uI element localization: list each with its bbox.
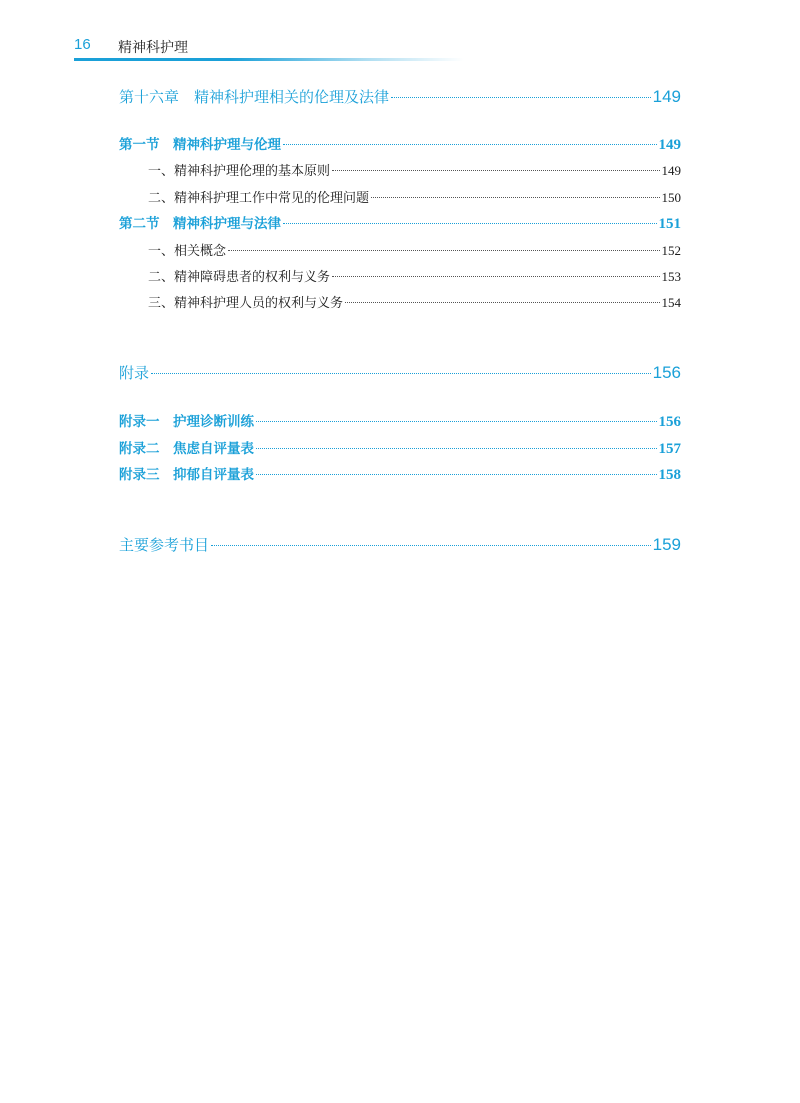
dot-leader <box>256 474 657 475</box>
toc-entry-label: 第一节 精神科护理与伦理 <box>119 137 281 153</box>
toc-appendix-2[interactable] <box>119 437 681 458</box>
toc-chapter-appendix[interactable] <box>119 362 681 383</box>
toc-entry-page: 152 <box>661 243 681 258</box>
toc-entry-label: 第二节 精神科护理与法律 <box>119 216 281 232</box>
toc-entry-label: 二、精神科护理工作中常见的伦理问题 <box>148 191 370 206</box>
toc-item[interactable] <box>119 160 681 179</box>
header-rule <box>74 58 464 61</box>
toc-entry-label: 附录二 焦虑自评量表 <box>119 441 254 457</box>
dot-leader <box>391 97 651 98</box>
toc-entry-page: 149 <box>661 163 681 178</box>
toc-item[interactable] <box>119 266 681 285</box>
toc-entry-page: 149 <box>658 137 681 153</box>
toc-item[interactable] <box>119 292 681 311</box>
dot-leader <box>332 276 659 277</box>
toc-entry-label: 附录一 护理诊断训练 <box>119 414 254 430</box>
toc-section-2[interactable] <box>119 212 681 233</box>
toc-entry-label: 二、精神障碍患者的权利与义务 <box>148 270 331 285</box>
toc-entry-label: 第十六章 精神科护理相关的伦理及法律 <box>119 88 390 106</box>
header-book-title: 精神科护理 <box>118 40 188 56</box>
toc-entry-page: 151 <box>658 216 681 232</box>
dot-leader <box>211 545 651 546</box>
toc-entry-page: 156 <box>658 414 681 430</box>
running-header <box>74 36 474 66</box>
toc-entry-page: 156 <box>652 363 681 382</box>
toc-entry-label: 一、相关概念 <box>148 244 227 259</box>
dot-leader <box>345 302 659 303</box>
toc-entry-page: 154 <box>661 295 681 310</box>
toc-item[interactable] <box>119 240 681 259</box>
toc-entry-label: 主要参考书目 <box>119 536 210 554</box>
dot-leader <box>228 250 659 251</box>
toc-entry-page: 149 <box>652 87 681 106</box>
dot-leader <box>256 448 657 449</box>
toc-chapter-references[interactable] <box>119 534 681 555</box>
dot-leader <box>151 373 651 374</box>
toc-entry-page: 153 <box>661 269 681 284</box>
toc-appendix-1[interactable] <box>119 410 681 431</box>
dot-leader <box>283 144 657 145</box>
toc-entry-label: 一、精神科护理伦理的基本原则 <box>148 164 331 179</box>
toc-section-1[interactable] <box>119 133 681 154</box>
dot-leader <box>371 197 659 198</box>
dot-leader <box>332 170 659 171</box>
toc-item[interactable] <box>119 187 681 206</box>
toc-entry-label: 附录三 抑郁自评量表 <box>119 467 254 483</box>
header-page-number: 16 <box>74 36 91 53</box>
toc-entry-page: 157 <box>658 441 681 457</box>
toc-entry-label: 三、精神科护理人员的权利与义务 <box>148 296 344 311</box>
toc-entry-page: 158 <box>658 467 681 483</box>
toc-entry-label: 附录 <box>119 364 150 382</box>
toc-appendix-3[interactable] <box>119 463 681 484</box>
toc-entry-page: 159 <box>652 535 681 554</box>
toc-chapter-16[interactable] <box>119 86 681 107</box>
toc-entry-page: 150 <box>661 190 681 205</box>
dot-leader <box>256 421 657 422</box>
dot-leader <box>283 223 657 224</box>
